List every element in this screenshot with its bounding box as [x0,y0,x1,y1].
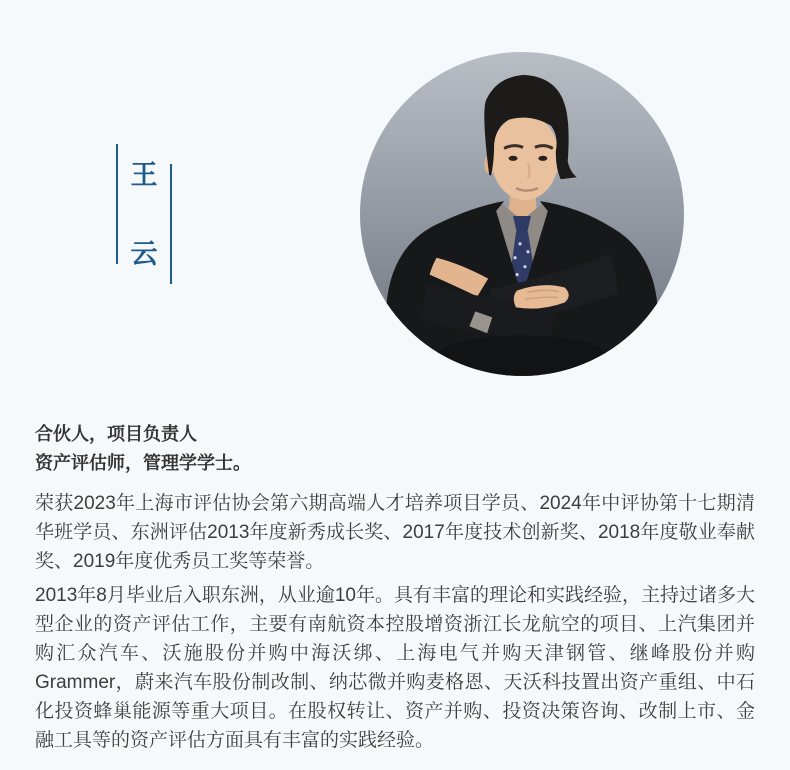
role-title-line-1: 合伙人，项目负责人 [35,424,197,444]
name-character-2: 云 [130,239,158,269]
name-character-1: 王 [130,160,158,190]
honors-paragraph: 荣获2023年上海市评估协会第六期高端人才培养项目学员、2024年中评协第十七期清华班学员、东洲评估2013年度新秀成长奖、2017年度技术创新奖、2018年度敬业奉献奖、2019年度优秀员工奖等荣誉。 [35,493,755,572]
portrait-illustration [360,52,684,376]
portrait-photo [360,52,684,376]
waist-shadow [438,335,607,375]
name-divider-right [170,164,172,284]
bio-section [35,420,755,755]
face [491,115,559,200]
role-title-line-2: 资产评估师，管理学学士。 [35,453,251,473]
name-divider-left [116,144,118,264]
experience-paragraph: 2013年8月毕业后入职东洲，从业逾10年。具有丰富的理论和实践经验，主持过诸多大型企业的资产评估工作，主要有南航资本控股增资浙江长龙航空的项目、上汽集团并购汇众汽车、沃施股份并购中海沃绑、上海电气并购天津钢管、继峰股份并购Grammer，蔚来汽车股份制改制、纳芯微并购麦格恩、天沃科技置出资产重组、中石化投资蜂巢能源等重大项目。在股权转让、资产并购、投资决策咨询、改制上市、金融工具等的资产评估方面具有丰富的实践经验。 [35,585,755,751]
